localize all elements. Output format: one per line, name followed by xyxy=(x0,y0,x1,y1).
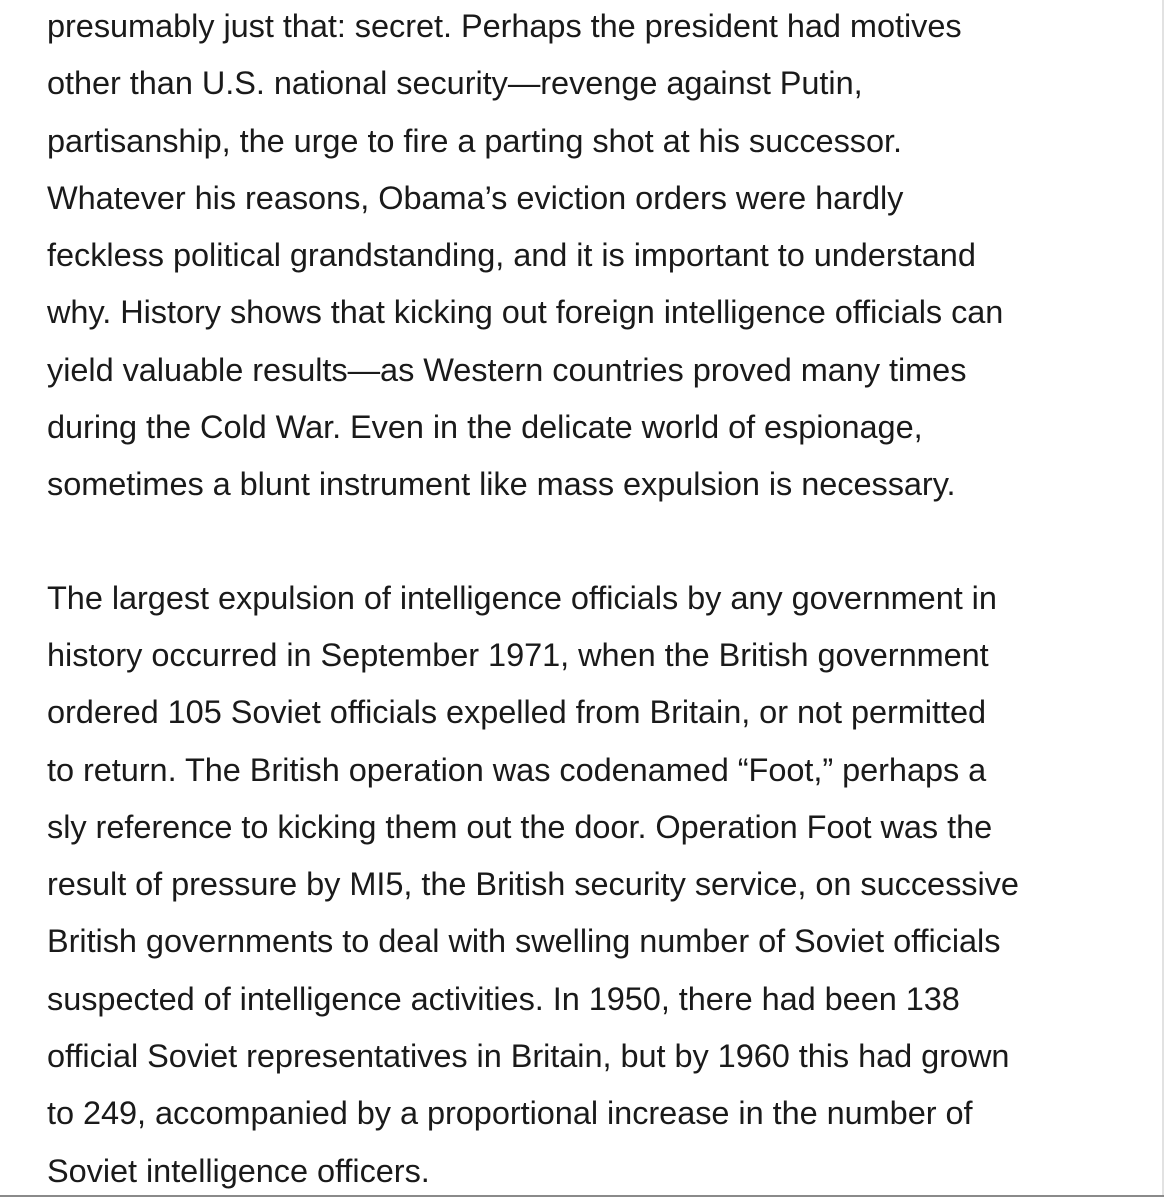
text-line: yield valuable results—as Western countries proved many times xyxy=(47,351,967,388)
text-line: history occurred in September 1971, when the British government xyxy=(47,636,989,673)
text-line: The largest expulsion of intelligence officials by any government in xyxy=(47,579,997,616)
text-line: feckless political grandstanding, and it is important to understand xyxy=(47,237,976,274)
text-line: official Soviet representatives in Britain, but by 1960 this had grown xyxy=(47,1038,1010,1075)
text-line: partisanship, the urge to fire a parting shot at his successor. xyxy=(47,122,902,159)
text-line: ordered 105 Soviet officials expelled from Britain, or not permitted xyxy=(47,694,986,731)
text-line: suspected of intelligence activities. In 1950, there had been 138 xyxy=(47,980,960,1017)
text-line: during the Cold War. Even in the delicate world of espionage, xyxy=(47,409,923,446)
text-line: result of pressure by MI5, the British security service, on successive xyxy=(47,866,1019,903)
text-line: other than U.S. national security—revenge against Putin, xyxy=(47,65,863,102)
paragraph-1 xyxy=(47,0,1147,514)
text-line: why. History shows that kicking out foreign intelligence officials can xyxy=(47,294,1004,331)
text-line: to return. The British operation was codenamed “Foot,” perhaps a xyxy=(47,751,987,788)
text-line: sometimes a blunt instrument like mass expulsion is necessary. xyxy=(47,466,956,503)
article-body xyxy=(47,0,1147,1200)
text-line: Soviet intelligence officers. xyxy=(47,1152,430,1189)
paragraph-spacer xyxy=(47,514,1147,570)
text-line: presumably just that: secret. Perhaps the president had motives xyxy=(47,8,962,44)
bottom-divider xyxy=(0,1195,1164,1197)
text-line: Whatever his reasons, Obama’s eviction orders were hardly xyxy=(47,179,904,216)
text-line: British governments to deal with swelling number of Soviet officials xyxy=(47,923,1001,960)
text-line: sly reference to kicking them out the door. Operation Foot was the xyxy=(47,808,993,845)
paragraph-2 xyxy=(47,570,1147,1200)
text-line: to 249, accompanied by a proportional increase in the number of xyxy=(47,1095,973,1132)
